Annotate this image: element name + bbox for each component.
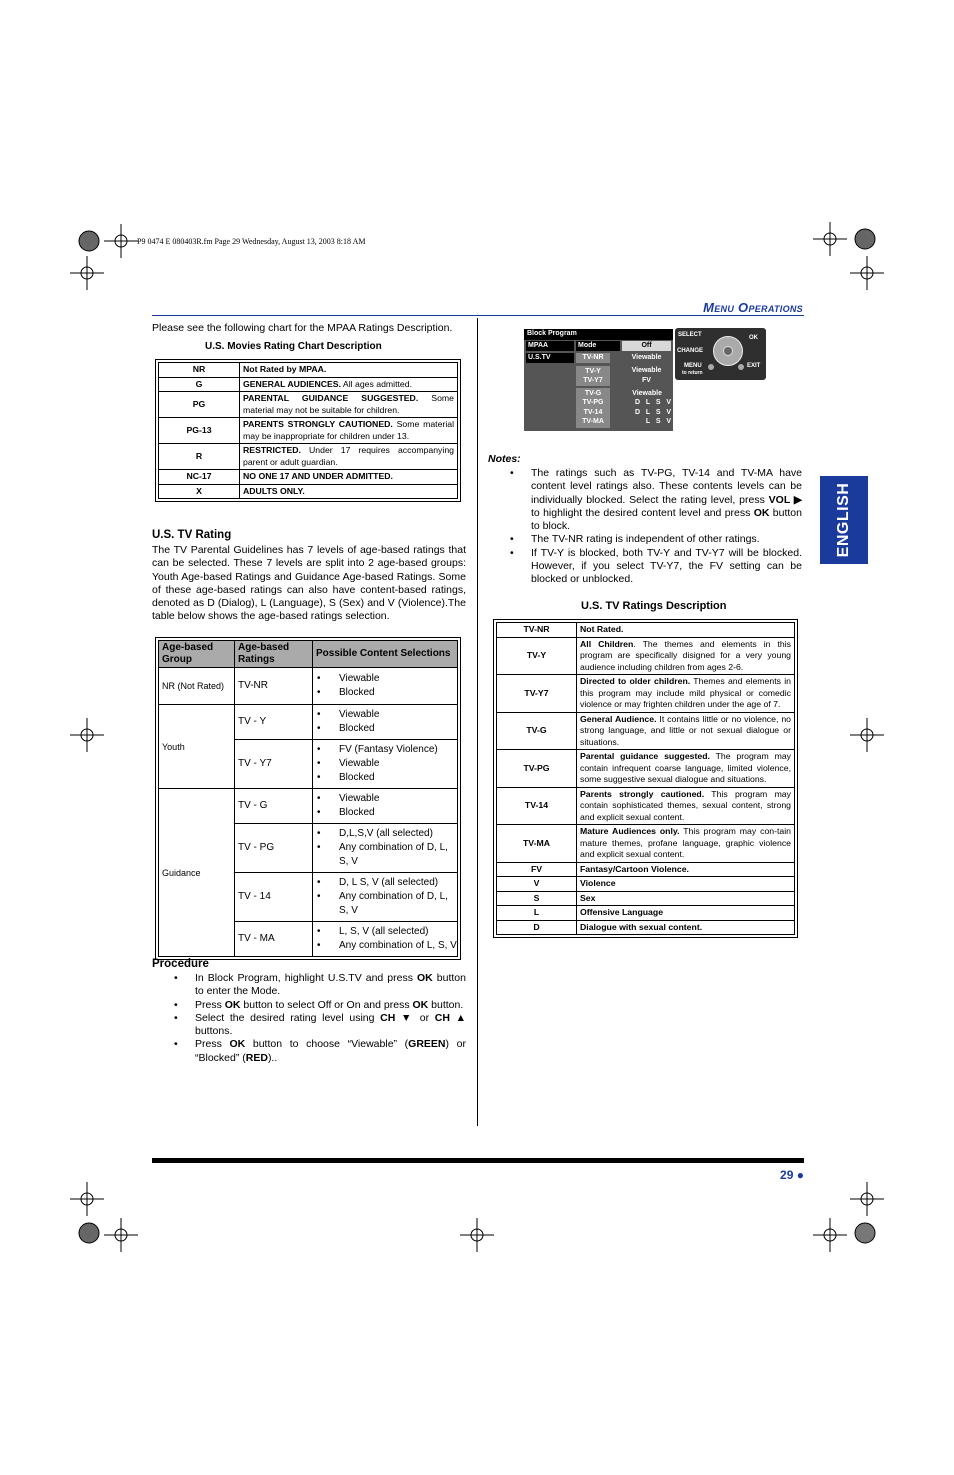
mpaa-code: X [159,484,240,499]
osd-off: Off [622,341,671,351]
tv-desc-text: Offensive Language [577,906,795,921]
mpaa-row [159,377,458,392]
col-header: Possible Content Selections [313,641,458,668]
osd-mode: Mode [576,341,620,351]
tv-desc-code: TV-Y7 [497,675,577,713]
tv-desc-row [497,675,795,713]
tv-desc-text: Sex [577,891,795,906]
notes-list [510,467,802,587]
osd-tvg: TV-G [584,390,602,397]
procedure-step: • Select the desired rating level using CH ▼ or CH ▲ buttons. [174,1012,466,1039]
mpaa-desc: RESTRICTED. Under 17 requires accompanying parent or adult guardian. [240,444,458,470]
note-item: • The ratings such as TV-PG, TV-14 and TV-MA have content level ratings also. These contents levels can be individually blocked. Select the rating level, press VOL ▶ to highlight the desired content level and press OK button to block. [510,467,802,533]
tv-desc-row [497,787,795,825]
tv-desc-code: TV-G [497,712,577,750]
crosshair-icon [70,1182,104,1216]
header-rule [152,315,804,316]
tv-desc-text: Directed to older children. Themes and elements in this program may include mild physical or comedic violence or may frighten children under the age of 7. [577,675,795,713]
selection-cell: • D,L,S,V (all selected) • Any combination of D, L, S, V [313,824,458,873]
tv-desc-text: General Audience. It contains little or no violence, no strong language, and little or not sexual dialogue or situations. [577,712,795,750]
tv-desc-code: TV-PG [497,750,577,788]
menu-label: MENU [684,363,702,369]
tv-desc-code: TV-NR [497,623,577,638]
selection-cell: • FV (Fantasy Violence) • Viewable • Blocked [313,740,458,789]
tv-desc-text: Parental guidance suggested. The program may contain infrequent coarse language, limited violence, some suggestive sexual dialogue and situations. [577,750,795,788]
tv-rating-paragraph: The TV Parental Guidelines has 7 levels of age-based ratings that can be selected. These 7 levels are split into 2 age-based groups: Youth Age-based Ratings and Guidance Age-based Ratings. Some of these age-based ratings can also have content-based ratings, denoted as D (Dialog), L (Language), S (Sex) and V (Violence).The table below shows the age-based ratings selection. [152,544,466,623]
osd-tvma: TV-MA [582,417,604,425]
dpad-icon [713,336,743,366]
tv-desc-text: Parents strongly cautioned. This program may contain sophisticated themes, sexual content, strong and explicit sexual content. [577,787,795,825]
block-program-osd [524,329,673,431]
mpaa-desc: Not Rated by MPAA. [240,363,458,378]
mpaa-row [159,444,458,470]
registration-mark-icon [848,222,882,256]
selection-cell: • Viewable • Blocked [313,789,458,824]
mpaa-row [159,484,458,499]
exit-label: EXIT [747,363,761,369]
osd-tvy: TV-Y [585,368,601,375]
group-cell: Youth [159,705,235,789]
notes-heading: Notes: [488,453,521,465]
rating-cell: TV - 14 [235,873,313,922]
osd-mpaa: MPAA [526,341,574,351]
procedure-step: • In Block Program, highlight U.S.TV and press OK button to enter the Mode. [174,972,466,999]
osd-tvnr: TV-NR [576,353,610,363]
osd-viewable: Viewable [631,367,662,374]
crosshair-icon [813,1218,847,1252]
registration-mark-icon [72,1216,106,1250]
osd-tvy7: TV-Y7 [583,377,603,384]
procedure-step: • Press OK button to choose “Viewable” (GREEN) or “Blocked” (RED).. [174,1038,466,1065]
tv-desc-text: Violence [577,877,795,892]
crosshair-icon [70,718,104,752]
crosshair-icon [460,1218,494,1252]
procedure-heading: Procedure [152,958,209,970]
tv-desc-row [497,877,795,892]
selection-cell: • L, S, V (all selected) • Any combination of L, S, V [313,922,458,957]
tv-rating-table [155,637,461,960]
tv-desc-row [497,891,795,906]
crosshair-icon [850,1182,884,1216]
tv-desc-row [497,750,795,788]
mpaa-code: PG-13 [159,418,240,444]
tv-desc-code: L [497,906,577,921]
section-title: Menu Operations [703,300,803,315]
tv-desc-code: S [497,891,577,906]
crosshair-icon [104,1218,138,1252]
rating-cell: TV - Y7 [235,740,313,789]
mpaa-code: NC-17 [159,470,240,485]
mpaa-desc: GENERAL AUDIENCES. All ages admitted. [240,377,458,392]
registration-mark-icon [72,224,106,258]
tv-desc-text: All Children. The themes and elements in this program are specifically disigned for a very young audience including children from ages 2-6. [577,637,795,675]
tv-desc-code: D [497,920,577,935]
remote-control-illustration [675,328,766,380]
mpaa-desc: PARENTAL GUIDANCE SUGGESTED. Some material may not be suitable for children. [240,392,458,418]
crosshair-icon [850,718,884,752]
rating-cell: TV-NR [235,668,313,705]
osd-title: Block Program [524,329,673,340]
tv-desc-code: TV-MA [497,825,577,863]
mpaa-row [159,470,458,485]
osd-tvpg: TV-PG [582,399,604,407]
osd-tv14: TV-14 [583,408,603,416]
osd-fv: FV [642,377,651,384]
tv-desc-title: U.S. TV Ratings Description [581,600,727,612]
col-header: Age-based Group [159,641,235,668]
note-item: • If TV-Y is blocked, both TV-Y and TV-Y7 will be blocked. However, if you select TV-Y7, the FV setting can be blocked or unblocked. [510,547,802,587]
tv-desc-row [497,623,795,638]
crosshair-icon [850,256,884,290]
select-label: SELECT [678,332,702,338]
tv-desc-text: Dialogue with sexual content. [577,920,795,935]
ok-label: OK [749,335,758,341]
mpaa-code: G [159,377,240,392]
mpaa-code: PG [159,392,240,418]
tv-desc-row [497,920,795,935]
tv-desc-text: Mature Audiences only. This program may con-tain mature themes, profane language, graphic violence and explicit sexual content. [577,825,795,863]
tv-desc-row [497,906,795,921]
osd-viewable: Viewable [632,390,662,397]
mpaa-desc: NO ONE 17 AND UNDER ADMITTED. [240,470,458,485]
mpaa-row [159,363,458,378]
intro-text: Please see the following chart for the MPAA Ratings Description. [152,322,453,334]
osd-dlsv: D L S V [634,399,671,407]
tv-desc-row [497,637,795,675]
group-cell: Guidance [159,789,235,957]
registration-mark-icon [848,1216,882,1250]
menu-button-icon [708,364,714,370]
selection-cell: • D, L S, V (all selected) • Any combination of D, L, S, V [313,873,458,922]
mpaa-row [159,392,458,418]
mpaa-desc: ADULTS ONLY. [240,484,458,499]
tv-desc-text: Fantasy/Cartoon Violence. [577,862,795,877]
tv-rating-heading: U.S. TV Rating [152,529,232,541]
file-info-line: P9 0474 E 080403R.fm Page 29 Wednesday, August 13, 2003 8:18 AM [137,237,366,246]
procedure-step: • Press OK button to select Off or On and press OK button. [174,999,466,1012]
to-return-label: to return [682,370,703,376]
mpaa-desc: PARENTS STRONGLY CAUTIONED. Some material may be inappropriate for children under 13. [240,418,458,444]
mpaa-title: U.S. Movies Rating Chart Description [205,341,382,352]
crosshair-icon [104,224,138,258]
exit-button-icon [738,364,744,370]
tv-desc-row [497,862,795,877]
osd-viewable: Viewable [631,354,662,361]
tv-desc-text: Not Rated. [577,623,795,638]
note-item: • The TV-NR rating is independent of other ratings. [510,533,802,546]
col-header: Age-based Ratings [235,641,313,668]
mpaa-code: R [159,444,240,470]
crosshair-icon [70,256,104,290]
osd-ustv: U.S.TV [526,353,574,363]
rating-cell: TV - G [235,789,313,824]
tv-desc-row [497,712,795,750]
osd-dlsv: D L S V [634,408,671,416]
mpaa-code: NR [159,363,240,378]
mpaa-table [155,359,461,502]
rating-cell: TV - MA [235,922,313,957]
selection-cell: • Viewable • Blocked [313,668,458,705]
tv-desc-code: FV [497,862,577,877]
tv-desc-code: TV-14 [497,787,577,825]
tv-desc-table [493,619,798,938]
change-label: CHANGE [677,348,704,354]
page-number: 29 ● [780,1168,804,1182]
tv-desc-code: TV-Y [497,637,577,675]
tv-desc-row [497,825,795,863]
footer-rule [152,1158,804,1163]
language-tab: ENGLISH [820,476,868,564]
group-cell: NR (Not Rated) [159,668,235,705]
selection-cell: • Viewable • Blocked [313,705,458,740]
mpaa-row [159,418,458,444]
rating-cell: TV - PG [235,824,313,873]
column-divider [477,318,478,1126]
crosshair-icon [813,222,847,256]
osd-lsv: L S V [645,417,671,425]
rating-cell: TV - Y [235,705,313,740]
procedure-list [174,972,466,1065]
tv-desc-code: V [497,877,577,892]
